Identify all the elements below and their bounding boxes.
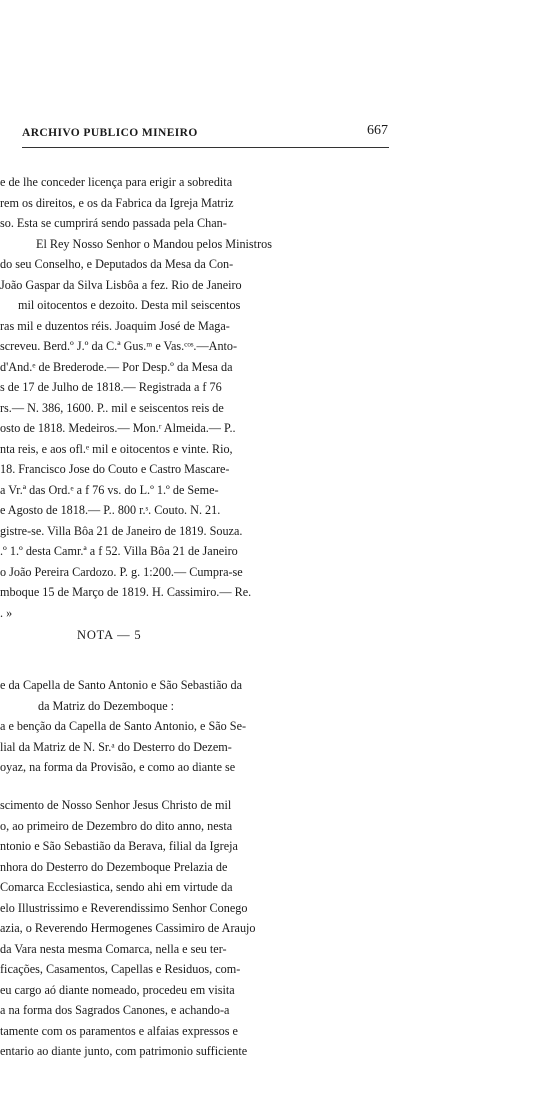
text-line: e da Capella de Santo Antonio e São Sebastião da — [0, 678, 242, 692]
text-line: ras mil e duzentos réis. Joaquim José de Maga- — [0, 318, 230, 333]
text-line: d'And.ᵉ de Brederode.— Por Desp.º da Mesa da — [0, 359, 233, 374]
text-line: ficações, Casamentos, Capellas e Residuos, com- — [0, 962, 241, 976]
text-line: a na forma dos Sagrados Canones, e achando-a — [0, 1003, 230, 1017]
text-line: .º 1.º desta Camr.ª a f 52. Villa Bôa 21 de Janeiro — [0, 544, 238, 558]
section-heading: NOTA — 5 — [77, 628, 142, 642]
text-line: da Matriz do Dezemboque : — [38, 698, 175, 713]
text-line: a e benção da Capella de Santo Antonio, e São Se- — [0, 719, 247, 733]
text-line: mboque 15 de Março de 1819. H. Cassimiro.— Re. — [0, 585, 252, 599]
text-line: Comarca Ecclesiastica, sendo ahi em virtude da — [0, 880, 233, 894]
header-rule — [22, 147, 389, 148]
section-2-text — [0, 675, 400, 778]
text-line: osto de 1818. Medeiros.— Mon.ʳ Almeida.— P.. — [0, 421, 236, 435]
text-line: lial da Matriz de N. Sr.ᵃ do Desterro do Dezem- — [0, 739, 232, 754]
text-line: ntonio e São Sebastião da Berava, filial da Igreja — [0, 839, 238, 853]
text-line: scimento de Nosso Senhor Jesus Christo de mil — [0, 798, 232, 812]
section-1-text — [0, 172, 400, 623]
text-line: tamente com os paramentos e alfaias expressos e — [0, 1023, 238, 1038]
running-head: ARCHIVO PUBLICO MINEIRO — [22, 127, 198, 139]
text-line: so. Esta se cumprirá sendo passada pela Chan- — [0, 216, 227, 230]
text-line: o, ao primeiro de Dezembro do dito anno, nesta — [0, 818, 233, 833]
text-line: João Gaspar da Silva Lisbôa a fez. Rio de Janeiro — [0, 277, 242, 292]
text-line: screveu. Berd.º J.º da C.ª Gus.ᵐ e Vas.ᶜᵒˢ.—Anto- — [0, 339, 238, 353]
text-line: elo Illustrissimo e Reverendissimo Senhor Conego — [0, 900, 248, 915]
text-line: do seu Conselho, e Deputados da Mesa da Con- — [0, 257, 234, 271]
page-number: 667 — [367, 123, 388, 138]
text-line: e Agosto de 1818.— P.. 800 r.ˢ. Couto. N. 21. — [0, 503, 221, 517]
page-header — [22, 123, 388, 145]
text-line: da Vara nesta mesma Comarca, nella e seu ter- — [0, 941, 227, 956]
text-line: nta reis, e aos ofl.ᵉ mil e oitocentos e vinte. Rio, — [0, 441, 233, 456]
text-line: nhora do Desterro do Dezemboque Prelazia de — [0, 859, 228, 874]
text-line: . » — [0, 605, 13, 620]
text-line: oyaz, na forma da Provisão, e como ao diante se — [0, 760, 236, 774]
text-line: entario ao diante junto, com patrimonio sufficiente — [0, 1044, 248, 1058]
text-line: 18. Francisco Jose do Couto e Castro Mascare- — [0, 462, 230, 476]
text-line: El Rey Nosso Senhor o Mandou pelos Ministros — [36, 236, 272, 251]
section-3-text — [0, 795, 400, 1062]
text-line: s de 17 de Julho de 1818.— Registrada a f 76 — [0, 380, 222, 394]
text-line: mil oitocentos e dezoito. Desta mil seiscentos — [18, 298, 241, 312]
text-line: eu cargo aó diante nomeado, procedeu em visita — [0, 982, 235, 997]
text-line: rs.— N. 386, 1600. P.. mil e seiscentos reis de — [0, 400, 224, 415]
text-line: rem os direitos, e os da Fabrica da Igreja Matriz — [0, 195, 234, 210]
text-line: azia, o Reverendo Hermogenes Cassimiro de Araujo — [0, 921, 256, 935]
text-line: a Vr.ª das Ord.ᵉ a f 76 vs. do L.º 1.º de Seme- — [0, 482, 219, 497]
text-line: o João Pereira Cardozo. P. g. 1:200.— Cumpra-se — [0, 564, 243, 579]
text-line: gistre-se. Villa Bôa 21 de Janeiro de 1819. Souza. — [0, 523, 243, 538]
text-line: e de lhe conceder licença para erigir a sobredita — [0, 175, 233, 189]
